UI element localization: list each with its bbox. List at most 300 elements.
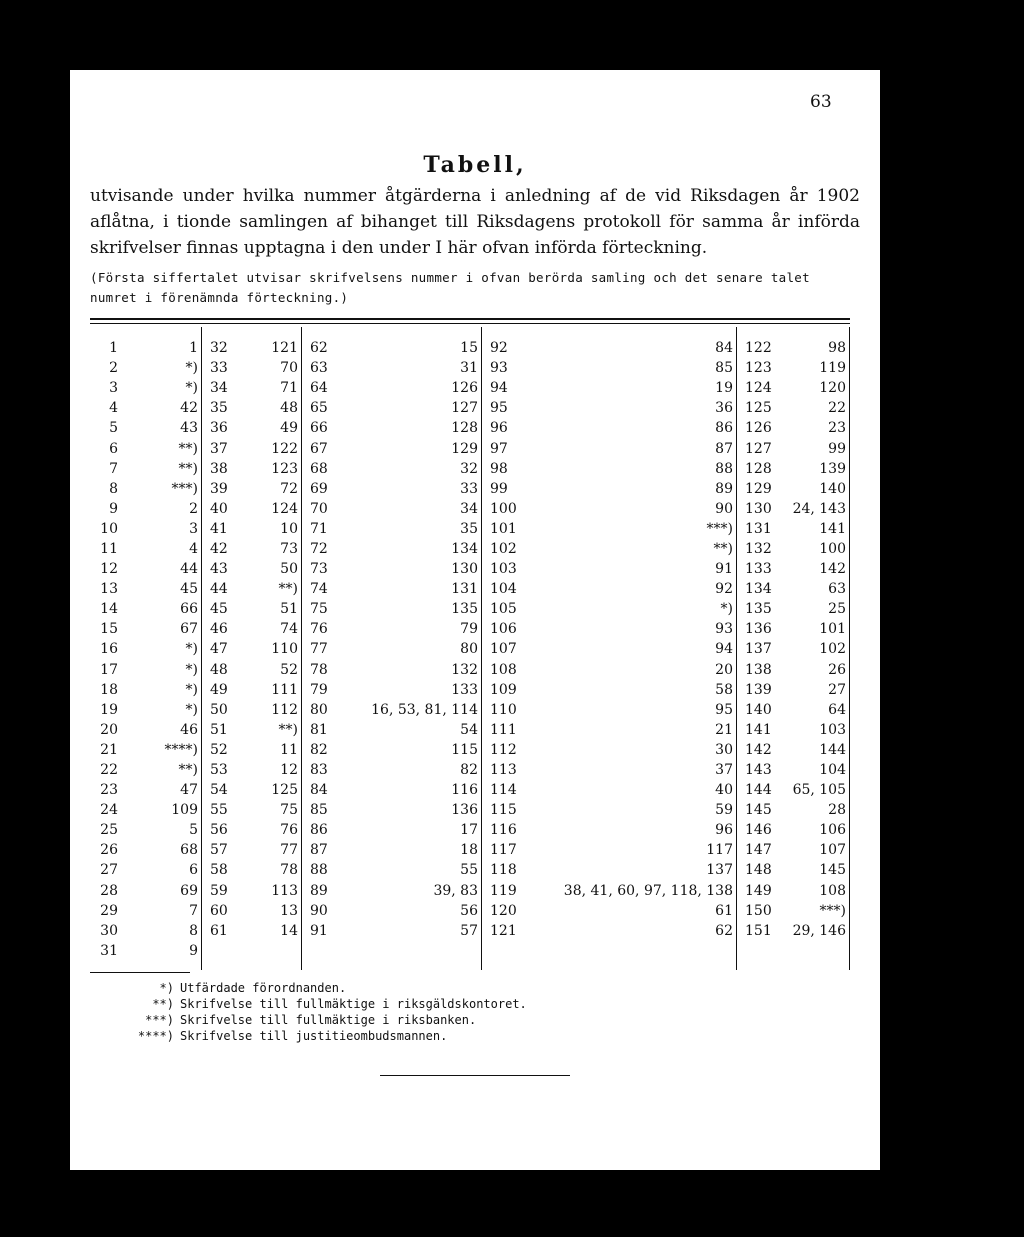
table-cell: 75 — [310, 601, 328, 618]
table-cell: 64 — [310, 380, 328, 397]
table-cell: 141 — [819, 520, 846, 537]
table-cell: 29 — [100, 902, 118, 919]
table-cell: 57 — [460, 922, 478, 939]
table-cell: 127 — [745, 440, 772, 457]
table-cell: 119 — [819, 360, 846, 377]
table-cell: 120 — [490, 902, 517, 919]
table-row — [90, 860, 850, 880]
table-cell: 20 — [100, 721, 118, 738]
table-cell: 8 — [189, 922, 198, 939]
table-cell: 44 — [210, 581, 228, 598]
table-cell: 67 — [310, 440, 328, 457]
table-cell: 30 — [100, 922, 118, 939]
table-cell: 19 — [715, 380, 733, 397]
table-cell: 74 — [280, 621, 298, 638]
table-cell: 33 — [210, 360, 228, 377]
table-cell: 73 — [310, 561, 328, 578]
table-cell: 78 — [280, 862, 298, 879]
table-cell: **) — [278, 581, 298, 598]
table-cell: 89 — [310, 882, 328, 899]
table-cell — [737, 941, 777, 961]
table-cell: 13 — [100, 581, 118, 598]
table-cell: 134 — [745, 581, 772, 598]
table-cell: 28 — [100, 882, 118, 899]
table-cell: 31 — [100, 942, 118, 959]
table-cell: 33 — [460, 480, 478, 497]
table-cell: 98 — [490, 460, 508, 477]
table-cell: 24 — [100, 802, 118, 819]
table-row — [90, 820, 850, 840]
table-cell: 149 — [745, 882, 772, 899]
table-cell: 21 — [715, 721, 733, 738]
table-cell: 1 — [189, 340, 198, 357]
table-cell: 56 — [210, 822, 228, 839]
table-cell: 11 — [100, 540, 118, 557]
table-cell: 112 — [271, 701, 298, 718]
table-row — [90, 800, 850, 820]
table-cell: 34 — [210, 380, 228, 397]
table-cell: 106 — [490, 621, 517, 638]
table-cell: 59 — [715, 802, 733, 819]
table-cell: 103 — [490, 561, 517, 578]
table-cell: 3 — [189, 520, 198, 537]
table-cell: 112 — [490, 741, 517, 758]
table-cell: 63 — [310, 360, 328, 377]
table-cell: 4 — [189, 540, 198, 557]
table-cell: 17 — [100, 661, 118, 678]
table-cell: 82 — [460, 762, 478, 779]
table-cell: 109 — [490, 681, 517, 698]
table-cell: 100 — [490, 500, 517, 517]
table-cell: 105 — [490, 601, 517, 618]
table-cell: ***) — [819, 902, 846, 919]
table-cell: 70 — [310, 500, 328, 517]
table-cell: 124 — [745, 380, 772, 397]
table-cell: 94 — [490, 380, 508, 397]
table-cell: 133 — [745, 561, 772, 578]
table-cell: 53 — [210, 762, 228, 779]
table-cell: 118 — [490, 862, 517, 879]
table-cell: 144 — [745, 782, 772, 799]
table-cell: 135 — [451, 601, 478, 618]
table-cell: 97 — [490, 440, 508, 457]
table-cell: 34 — [460, 500, 478, 517]
table-cell: 26 — [828, 661, 846, 678]
table-cell: 108 — [819, 882, 846, 899]
table-row — [90, 680, 850, 700]
table-cell: 18 — [460, 842, 478, 859]
table-row — [90, 619, 850, 639]
table-cell: 27 — [828, 681, 846, 698]
table-cell: 14 — [280, 922, 298, 939]
table-row — [90, 941, 850, 961]
table-cell: 133 — [451, 681, 478, 698]
table-cell: 49 — [210, 681, 228, 698]
table-cell: 32 — [460, 460, 478, 477]
table-cell: 148 — [745, 862, 772, 879]
table-cell: 138 — [745, 661, 772, 678]
table-cell — [238, 941, 302, 961]
table-cell: 132 — [451, 661, 478, 678]
table-cell: 70 — [280, 360, 298, 377]
table-cell: 38 — [210, 460, 228, 477]
footnote — [134, 980, 527, 996]
table-cell: 80 — [310, 701, 328, 718]
table-cell: 3 — [109, 380, 118, 397]
table-cell: 87 — [715, 440, 733, 457]
table-cell: 146 — [745, 822, 772, 839]
table-cell: 77 — [310, 641, 328, 658]
table-row — [90, 720, 850, 740]
footnote-mark: ***) — [145, 1013, 174, 1027]
table-cell: 51 — [280, 601, 298, 618]
table-cell: 23 — [828, 420, 846, 437]
table-cell: 21 — [100, 741, 118, 758]
table-cell: 145 — [745, 802, 772, 819]
table-cell: 43 — [210, 561, 228, 578]
table-cell: 114 — [490, 782, 517, 799]
table-body — [90, 338, 850, 961]
table-cell: 94 — [715, 641, 733, 658]
table-cell: 140 — [745, 701, 772, 718]
table-cell: 28 — [828, 802, 846, 819]
table-cell: 147 — [745, 842, 772, 859]
table-cell: 100 — [819, 540, 846, 557]
table-cell: 80 — [460, 641, 478, 658]
table-cell: 57 — [210, 842, 228, 859]
table-cell: 63 — [828, 581, 846, 598]
table-cell: 102 — [819, 641, 846, 658]
bottom-rule — [90, 972, 190, 973]
table-cell: 9 — [189, 942, 198, 959]
table-cell: 91 — [715, 561, 733, 578]
table-cell: 27 — [100, 862, 118, 879]
table-cell: 15 — [100, 621, 118, 638]
table-cell: 127 — [451, 400, 478, 417]
footnote-text: Skrifvelse till fullmäktige i riksgäldskontoret. — [180, 997, 527, 1011]
table-cell: 29, 146 — [792, 922, 846, 939]
table-cell: ****) — [164, 741, 198, 758]
table-cell: 58 — [210, 862, 228, 879]
table-cell: 123 — [745, 360, 772, 377]
intro-paragraph — [90, 183, 860, 261]
table-cell: 143 — [745, 762, 772, 779]
table-cell: 25 — [100, 822, 118, 839]
table-cell: 129 — [451, 440, 478, 457]
table-cell: 140 — [819, 480, 846, 497]
table-cell: 128 — [451, 420, 478, 437]
table-cell: 58 — [715, 681, 733, 698]
table-cell: 46 — [180, 721, 198, 738]
table-cell: 104 — [819, 762, 846, 779]
table-cell: 124 — [271, 500, 298, 517]
table-cell: 54 — [460, 721, 478, 738]
table-cell: 89 — [715, 480, 733, 497]
table-cell: 42 — [180, 400, 198, 417]
table-cell: 75 — [280, 802, 298, 819]
table-cell: 16, 53, 81, 114 — [371, 701, 478, 718]
table-cell: 107 — [490, 641, 517, 658]
table-cell: 88 — [715, 460, 733, 477]
table-cell: 126 — [451, 380, 478, 397]
table-cell: 142 — [819, 561, 846, 578]
table-cell: 151 — [745, 922, 772, 939]
table-cell: 50 — [210, 701, 228, 718]
table-cell: **) — [178, 460, 198, 477]
table-cell: 115 — [451, 741, 478, 758]
table-row — [90, 378, 850, 398]
table-cell: 142 — [745, 741, 772, 758]
table-cell: 6 — [109, 440, 118, 457]
table-cell: 81 — [310, 721, 328, 738]
table-cell: *) — [185, 701, 198, 718]
table-cell: 121 — [490, 922, 517, 939]
table-cell: 46 — [210, 621, 228, 638]
table-cell: 113 — [490, 762, 517, 779]
table-row — [90, 881, 850, 901]
table-cell: 122 — [271, 440, 298, 457]
table-cell: 65 — [310, 400, 328, 417]
table-cell: 22 — [100, 762, 118, 779]
table-cell: 6 — [189, 862, 198, 879]
table-cell: 132 — [745, 540, 772, 557]
table-cell: 10 — [100, 520, 118, 537]
table-cell: 108 — [490, 661, 517, 678]
table-cell: 87 — [310, 842, 328, 859]
table-cell: 38, 41, 60, 97, 118, 138 — [563, 882, 733, 899]
table-cell: 119 — [490, 882, 517, 899]
table-cell: 136 — [451, 802, 478, 819]
table-cell: 45 — [180, 581, 198, 598]
table-cell — [202, 941, 238, 961]
table-cell: 126 — [745, 420, 772, 437]
table-cell: 44 — [180, 561, 198, 578]
top-rule-thin — [90, 323, 850, 324]
table-cell: *) — [185, 661, 198, 678]
table-cell: 131 — [451, 581, 478, 598]
table-cell: 90 — [715, 500, 733, 517]
table-cell: 90 — [310, 902, 328, 919]
table-cell: 30 — [715, 741, 733, 758]
table-cell — [777, 941, 850, 961]
table-row — [90, 660, 850, 680]
table-row — [90, 639, 850, 659]
table-cell: 130 — [745, 500, 772, 517]
table-row — [90, 700, 850, 720]
table-cell: 73 — [280, 540, 298, 557]
table-cell: 45 — [210, 601, 228, 618]
table-cell: 66 — [310, 420, 328, 437]
table-cell: 64 — [828, 701, 846, 718]
table-cell: 116 — [490, 822, 517, 839]
table-cell: 107 — [819, 842, 846, 859]
table-cell: 123 — [271, 460, 298, 477]
table-cell: 77 — [280, 842, 298, 859]
table-cell: 86 — [715, 420, 733, 437]
table-cell: 26 — [100, 842, 118, 859]
table-cell: 104 — [490, 581, 517, 598]
table-row — [90, 740, 850, 760]
table-cell: *) — [185, 681, 198, 698]
intro-text: utvisande under hvilka nummer åtgärderna i anledning af de vid Riksdagen år 1902 aflåtna, i tionde samlingen af bihanget till Riksdagens protokoll för samma år införda skrifvelser finnas upptagna i den under I här ofvan införda förteckning. — [90, 186, 860, 258]
table-cell: 2 — [109, 360, 118, 377]
table-cell: 95 — [490, 400, 508, 417]
table-cell: 79 — [310, 681, 328, 698]
table-cell: 76 — [280, 822, 298, 839]
footnote — [134, 996, 527, 1012]
table-cell: 43 — [180, 420, 198, 437]
table-cell: 61 — [715, 902, 733, 919]
table-cell: 110 — [490, 701, 517, 718]
table-cell: 98 — [828, 340, 846, 357]
table-cell: *) — [720, 601, 733, 618]
table-cell: 19 — [100, 701, 118, 718]
table-cell: 37 — [210, 440, 228, 457]
table-cell: 14 — [100, 601, 118, 618]
table-cell: 56 — [460, 902, 478, 919]
number-table — [90, 338, 850, 961]
table-cell: 115 — [490, 802, 517, 819]
table-cell: 17 — [460, 822, 478, 839]
table-cell: 125 — [271, 782, 298, 799]
table-cell: 37 — [715, 762, 733, 779]
table-cell: 145 — [819, 862, 846, 879]
table-cell — [340, 941, 482, 961]
table-cell: 15 — [460, 340, 478, 357]
table-cell: 84 — [715, 340, 733, 357]
table-cell: 68 — [310, 460, 328, 477]
table-cell: 129 — [745, 480, 772, 497]
table-cell: 4 — [109, 400, 118, 417]
table-row — [90, 599, 850, 619]
table-cell: 85 — [310, 802, 328, 819]
table-cell: 117 — [490, 842, 517, 859]
table-cell: 116 — [451, 782, 478, 799]
table-cell: ***) — [171, 480, 198, 497]
table-cell: 36 — [715, 400, 733, 417]
table-cell: 86 — [310, 822, 328, 839]
table-cell: 23 — [100, 782, 118, 799]
table-row — [90, 459, 850, 479]
table-cell: 103 — [819, 721, 846, 738]
table-cell: 12 — [100, 561, 118, 578]
table-cell: 144 — [819, 741, 846, 758]
document-page — [70, 70, 880, 1170]
table-cell: 69 — [310, 480, 328, 497]
table-cell: **) — [178, 440, 198, 457]
table-cell: 40 — [210, 500, 228, 517]
table-cell: 79 — [460, 621, 478, 638]
table-cell: 122 — [745, 340, 772, 357]
table-cell: 99 — [490, 480, 508, 497]
table-cell: 25 — [828, 601, 846, 618]
table-cell: 91 — [310, 922, 328, 939]
table-cell: *) — [185, 380, 198, 397]
table-cell: 40 — [715, 782, 733, 799]
table-row — [90, 579, 850, 599]
table-cell: 55 — [460, 862, 478, 879]
table-row — [90, 438, 850, 458]
table-cell: 84 — [310, 782, 328, 799]
table-row — [90, 499, 850, 519]
table-cell: 111 — [490, 721, 517, 738]
table-cell: 69 — [180, 882, 198, 899]
footnote-mark: ****) — [137, 1029, 174, 1043]
table-cell: *) — [185, 641, 198, 658]
table-cell: ***) — [706, 520, 733, 537]
table-cell: 125 — [745, 400, 772, 417]
table-cell: 130 — [451, 561, 478, 578]
table-cell: **) — [713, 540, 733, 557]
end-rule — [380, 1075, 570, 1076]
table-cell: 48 — [210, 661, 228, 678]
table-cell: 92 — [715, 581, 733, 598]
table-cell: 1 — [109, 340, 118, 357]
table-cell: 9 — [109, 500, 118, 517]
table-cell: 139 — [745, 681, 772, 698]
table-cell: 47 — [180, 782, 198, 799]
footnote-text: Skrifvelse till fullmäktige i riksbanken. — [180, 1013, 477, 1027]
table-cell: 60 — [210, 902, 228, 919]
table-row — [90, 479, 850, 499]
table-cell: 109 — [171, 802, 198, 819]
table-cell — [302, 941, 340, 961]
table-row — [90, 418, 850, 438]
table-cell: 31 — [460, 360, 478, 377]
table-cell: 12 — [280, 762, 298, 779]
table-cell: *) — [185, 360, 198, 377]
table-cell: 76 — [310, 621, 328, 638]
table-cell: 50 — [280, 561, 298, 578]
table-cell: 7 — [109, 460, 118, 477]
table-cell: 16 — [100, 641, 118, 658]
table-cell: 11 — [280, 741, 298, 758]
table-cell: 10 — [280, 520, 298, 537]
footnote-mark: *) — [159, 981, 174, 995]
table-cell: 55 — [210, 802, 228, 819]
table-cell: 61 — [210, 922, 228, 939]
table-cell: 49 — [280, 420, 298, 437]
table-cell — [482, 941, 524, 961]
table-cell: 39 — [210, 480, 228, 497]
table-cell: 137 — [745, 641, 772, 658]
table-cell: 95 — [715, 701, 733, 718]
table-cell: 101 — [819, 621, 846, 638]
table-cell: 42 — [210, 540, 228, 557]
table-cell: 106 — [819, 822, 846, 839]
table-cell: 83 — [310, 762, 328, 779]
table-row — [90, 559, 850, 579]
top-rule-thick — [90, 318, 850, 320]
table-cell: 131 — [745, 520, 772, 537]
table-cell: 121 — [271, 340, 298, 357]
table-row — [90, 760, 850, 780]
table-cell: 54 — [210, 782, 228, 799]
table-cell: 35 — [460, 520, 478, 537]
explanatory-note: (Första siffertalet utvisar skrifvelsens nummer i ofvan berörda samling och det senare talet numret i förenämnda förteckning.) — [90, 270, 810, 305]
table-cell: 5 — [109, 420, 118, 437]
table-cell: 136 — [745, 621, 772, 638]
table-cell: 134 — [451, 540, 478, 557]
table-cell: 96 — [715, 822, 733, 839]
table-cell: 71 — [310, 520, 328, 537]
table-row — [90, 921, 850, 941]
table-cell: 20 — [715, 661, 733, 678]
table-cell: 137 — [706, 862, 733, 879]
footnote-text: Utfärdade förordnanden. — [180, 981, 347, 995]
table-cell: 36 — [210, 420, 228, 437]
table-cell: 13 — [280, 902, 298, 919]
